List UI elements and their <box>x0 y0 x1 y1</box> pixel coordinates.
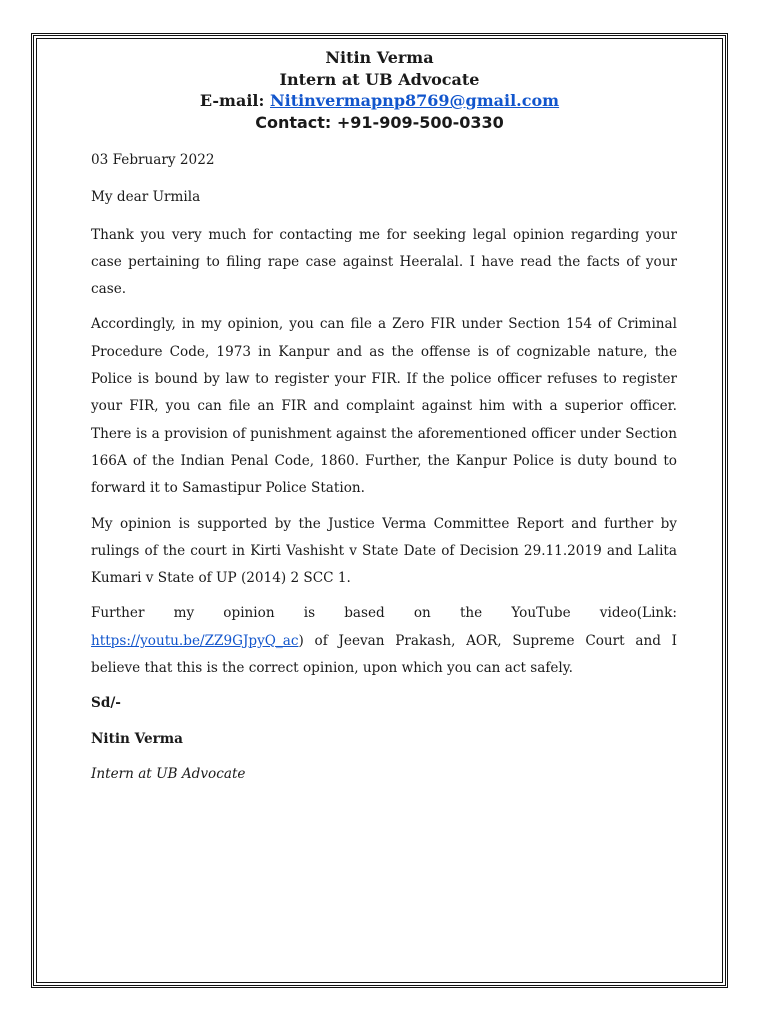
source-text-before: Further my opinion is based on the YouTube video(Link: <box>91 605 677 622</box>
contact-line: Contact: +91-909-500-0330 <box>255 112 504 132</box>
youtube-link[interactable]: https://youtu.be/ZZ9GJpyQ_ac <box>91 632 299 649</box>
signature-name: Nitin Verma <box>91 730 183 747</box>
signature-sd: Sd/- <box>91 695 121 712</box>
email-line <box>31 90 728 112</box>
signature-block <box>91 690 677 788</box>
letterhead <box>31 47 728 133</box>
salutation: My dear Urmila <box>91 189 201 206</box>
email-link[interactable]: Nitinvermapnp8769@gmail.com <box>269 91 560 110</box>
letter-body <box>91 147 677 796</box>
paragraph-intro: Thank you very much for contacting me for seeking legal opinion regarding your case pertaining to filing rape case against Heeralal. I have read the facts of your case. <box>91 226 677 298</box>
sender-name: Nitin Verma <box>325 48 434 67</box>
paragraph-source <box>91 600 677 682</box>
paragraph-opinion: Accordingly, in my opinion, you can file a Zero FIR under Section 154 of Criminal Procedure Code, 1973 in Kanpur and as the offense is of cognizable nature, the Police is bound by law to register your FIR. If the police officer refuses to register your FIR, you can file an FIR and complaint against him with a superior officer. There is a provision of punishment against the aforementioned officer under Section 166A of the Indian Penal Code, 1860. Further, the Kanpur Police is duty bound to forward it to Samastipur Police Station. <box>91 316 677 497</box>
email-label: E-mail: <box>199 91 265 110</box>
letter-date: 03 February 2022 <box>91 152 215 168</box>
source-text-after: ) of Jeevan Prakash, AOR, Supreme Court and I believe that this is the correct opinion, upon which you can act safely. <box>91 632 677 677</box>
sender-title: Intern at UB Advocate <box>279 69 480 89</box>
signature-role: Intern at UB Advocate <box>91 765 246 782</box>
paragraph-support: My opinion is supported by the Justice Verma Committee Report and further by rulings of the court in Kirti Vashisht v State Date of Decision 29.11.2019 and Lalita Kumari v State of UP (2014) 2 SCC 1. <box>91 515 677 587</box>
